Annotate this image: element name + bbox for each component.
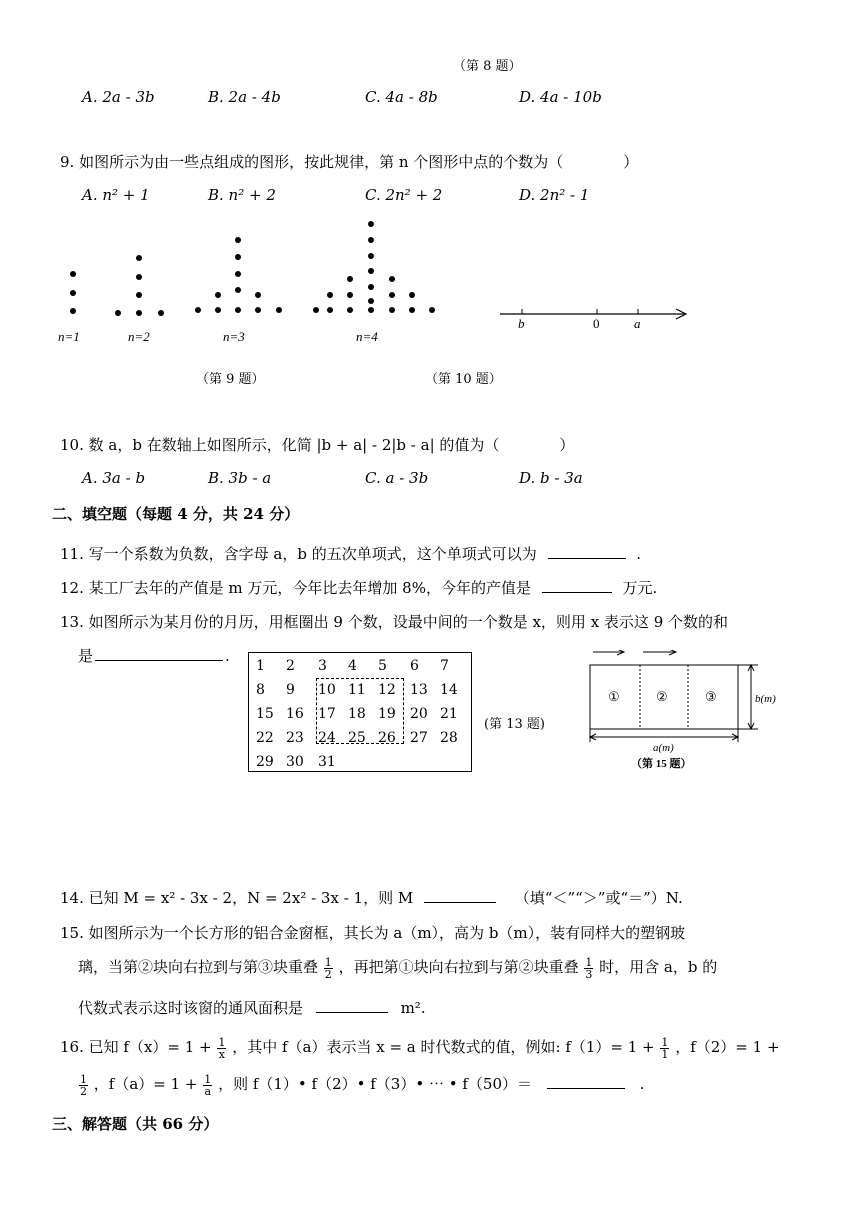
q12-stem: 12. 某工厂去年的产值是 m 万元，今年比去年增加 8%，今年的产值是 <box>60 579 531 597</box>
number-line <box>500 309 686 331</box>
q14-tail: （填“＜”“＞”或“＝”）N. <box>514 889 683 907</box>
q16-answer-blank[interactable] <box>547 1088 625 1089</box>
q10-stem: 10. 数 a，b 在数轴上如图所示，化简 |b + a| - 2|b - a| 的值为（ ） <box>60 436 575 454</box>
q15-line2 <box>78 956 717 980</box>
frac-ex3-num: 1 <box>204 1072 212 1086</box>
frac-ex1-den: 1 <box>661 1047 669 1061</box>
calendar-day: 1 <box>256 658 265 674</box>
calendar-day: 26 <box>378 730 396 746</box>
calendar-day: 29 <box>256 754 274 770</box>
q16-line2 <box>78 1073 644 1097</box>
q11-text <box>60 543 641 564</box>
calendar-day: 8 <box>256 682 265 698</box>
calendar-day: 20 <box>410 706 428 722</box>
calendar-day: 12 <box>378 682 396 698</box>
q13-prefix: 是 <box>78 647 94 665</box>
calendar-day: 4 <box>348 658 357 674</box>
fraction-ex2 <box>79 1074 88 1097</box>
calendar-day: 27 <box>410 730 428 746</box>
calendar-day: 21 <box>440 706 458 722</box>
calendar-day: 24 <box>318 730 336 746</box>
calendar-day: 28 <box>440 730 458 746</box>
q8-option-b: B. 2a - 4b <box>208 88 281 106</box>
q9-option-d: D. 2n² - 1 <box>519 186 590 204</box>
q11-tail: . <box>636 545 642 563</box>
calendar-day: 13 <box>410 682 428 698</box>
calendar-day: 16 <box>286 706 304 722</box>
frac2-den: 3 <box>585 967 593 981</box>
calendar-day: 6 <box>410 658 419 674</box>
q11-answer-blank[interactable] <box>548 558 626 559</box>
axis-label-0: 0 <box>593 316 600 331</box>
label-n2: n=2 <box>128 329 150 344</box>
q15-caption: （第 15 题） <box>631 758 692 770</box>
calendar-day: 2 <box>286 658 295 674</box>
q13-line1: 13. 如图所示为某月份的月历，用框圈出 9 个数，设最中间的一个数是 x，则用 x 表示这 9 个数的和 <box>60 613 729 631</box>
q16-line2-a: ，f（a）= 1 + <box>93 1075 198 1093</box>
frac-ex1-num: 1 <box>661 1035 669 1049</box>
panel-label-3: ③ <box>705 689 717 704</box>
frac1-num: 1 <box>324 955 332 969</box>
label-n4: n=4 <box>356 329 378 344</box>
frac1-den: 2 <box>324 967 332 981</box>
calendar-day: 15 <box>256 706 274 722</box>
q10-caption: （第 10 题） <box>425 372 502 387</box>
calendar-day: 19 <box>378 706 396 722</box>
frac2-num: 1 <box>585 955 593 969</box>
fraction-ex3 <box>203 1074 212 1097</box>
calendar-day: 23 <box>286 730 304 746</box>
calendar-day: 9 <box>286 682 295 698</box>
q15-line2-b: ，再把第①块向右拉到与第②块重叠 <box>338 958 579 976</box>
q11-stem: 11. 写一个系数为负数，含字母 a，b 的五次单项式，这个单项式可以为 <box>60 545 537 563</box>
calendar-day: 30 <box>286 754 304 770</box>
frac-ex3-den: a <box>204 1084 212 1098</box>
q10-option-c: C. a - 3b <box>365 469 429 487</box>
q9-caption: （第 9 题） <box>196 372 265 387</box>
calendar-day: 18 <box>348 706 366 722</box>
panel-label-2: ② <box>656 689 668 704</box>
q15-line2-a: 璃，当第②块向右拉到与第③块重叠 <box>78 958 319 976</box>
q16-line2-b: ，则 f（1）• f（2）• f（3）• ⋯ • f（50）＝ <box>218 1075 532 1093</box>
dot-pattern-n4 <box>313 221 435 313</box>
calendar-day: 3 <box>318 658 327 674</box>
q16-line1-c: ，f（2）= 1 + <box>675 1038 780 1056</box>
q12-tail: 万元. <box>622 579 658 597</box>
q16-line1 <box>60 1036 780 1060</box>
q15-unit: m². <box>400 999 426 1017</box>
q16-line1-b: ，其中 f（a）表示当 x = a 时代数式的值，例如: f（1）= 1 + <box>232 1038 655 1056</box>
q9-option-a: A. n² + 1 <box>82 186 150 204</box>
calendar-day: 25 <box>348 730 366 746</box>
q9-option-b: B. n² + 2 <box>208 186 276 204</box>
q14-answer-blank[interactable] <box>424 902 496 903</box>
q8-caption: （第 8 题） <box>453 59 522 74</box>
q9-stem: 9. 如图所示为由一些点组成的图形，按此规律，第 n 个图形中点的个数为（ ） <box>60 153 639 171</box>
q13-answer-blank[interactable] <box>95 660 223 661</box>
q16-tail: . <box>639 1075 645 1093</box>
q15-line2-c: 时，用含 a，b 的 <box>599 958 718 976</box>
dot-pattern-n3 <box>195 237 282 313</box>
q14-text <box>60 887 683 908</box>
fraction-one-third <box>584 957 593 980</box>
q10-option-b: B. 3b - a <box>208 469 272 487</box>
q15-answer-blank[interactable] <box>316 1012 388 1013</box>
q10-option-a: A. 3a - b <box>82 469 146 487</box>
q15-line3-text: 代数式表示这时该窗的通风面积是 <box>78 999 304 1017</box>
q15-line1: 15. 如图所示为一个长方形的铝合金窗框，其长为 a（m），高为 b（m），装有同样大的塑钢玻 <box>60 924 686 942</box>
calendar-day: 5 <box>378 658 387 674</box>
axis-label-b: b <box>518 316 525 331</box>
section-2-title: 二、填空题（每题 4 分，共 24 分） <box>52 505 300 523</box>
calendar-day: 22 <box>256 730 274 746</box>
dot-pattern-n2 <box>115 255 164 316</box>
panel-label-1: ① <box>608 689 620 704</box>
fraction-def <box>217 1037 226 1060</box>
q12-answer-blank[interactable] <box>542 592 612 593</box>
q8-option-c: C. 4a - 8b <box>365 88 438 106</box>
frac-def-den: x <box>218 1047 226 1061</box>
q12-text <box>60 577 657 598</box>
q10-option-d: D. b - 3a <box>519 469 583 487</box>
calendar-day: 31 <box>318 754 336 770</box>
label-n1: n=1 <box>58 329 80 344</box>
q14-stem: 14. 已知 M = x² - 3x - 2，N = 2x² - 3x - 1，则 M <box>60 889 414 907</box>
calendar-day: 17 <box>318 706 336 722</box>
calendar-day: 11 <box>348 682 366 698</box>
axis-label-a: a <box>634 316 641 331</box>
window-frame-figure <box>583 650 783 770</box>
q13-tail: . <box>225 647 230 665</box>
height-label: b(m) <box>755 693 776 705</box>
q13-caption: (第 13 题) <box>484 717 545 732</box>
fraction-one-half <box>324 957 333 980</box>
q8-option-d: D. 4a - 10b <box>519 88 602 106</box>
dot-pattern-n1 <box>70 271 76 314</box>
width-label: a(m) <box>653 742 674 754</box>
q15-line3 <box>78 997 426 1018</box>
frac-ex2-den: 2 <box>80 1084 87 1098</box>
calendar-day: 10 <box>318 682 336 698</box>
figure-9-10 <box>0 210 720 390</box>
frac-def-num: 1 <box>218 1035 226 1049</box>
q9-option-c: C. 2n² + 2 <box>365 186 443 204</box>
q16-line1-a: 16. 已知 f（x）= 1 + <box>60 1038 212 1056</box>
section-3-title: 三、解答题（共 66 分） <box>52 1115 219 1133</box>
q13-line2 <box>78 645 230 666</box>
fraction-ex1 <box>660 1037 669 1060</box>
frac-ex2-num: 1 <box>80 1072 87 1086</box>
calendar-day: 14 <box>440 682 458 698</box>
calendar-selection-box <box>316 678 404 744</box>
q8-option-a: A. 2a - 3b <box>82 88 155 106</box>
calendar-day: 7 <box>440 658 449 674</box>
label-n3: n=3 <box>223 329 245 344</box>
